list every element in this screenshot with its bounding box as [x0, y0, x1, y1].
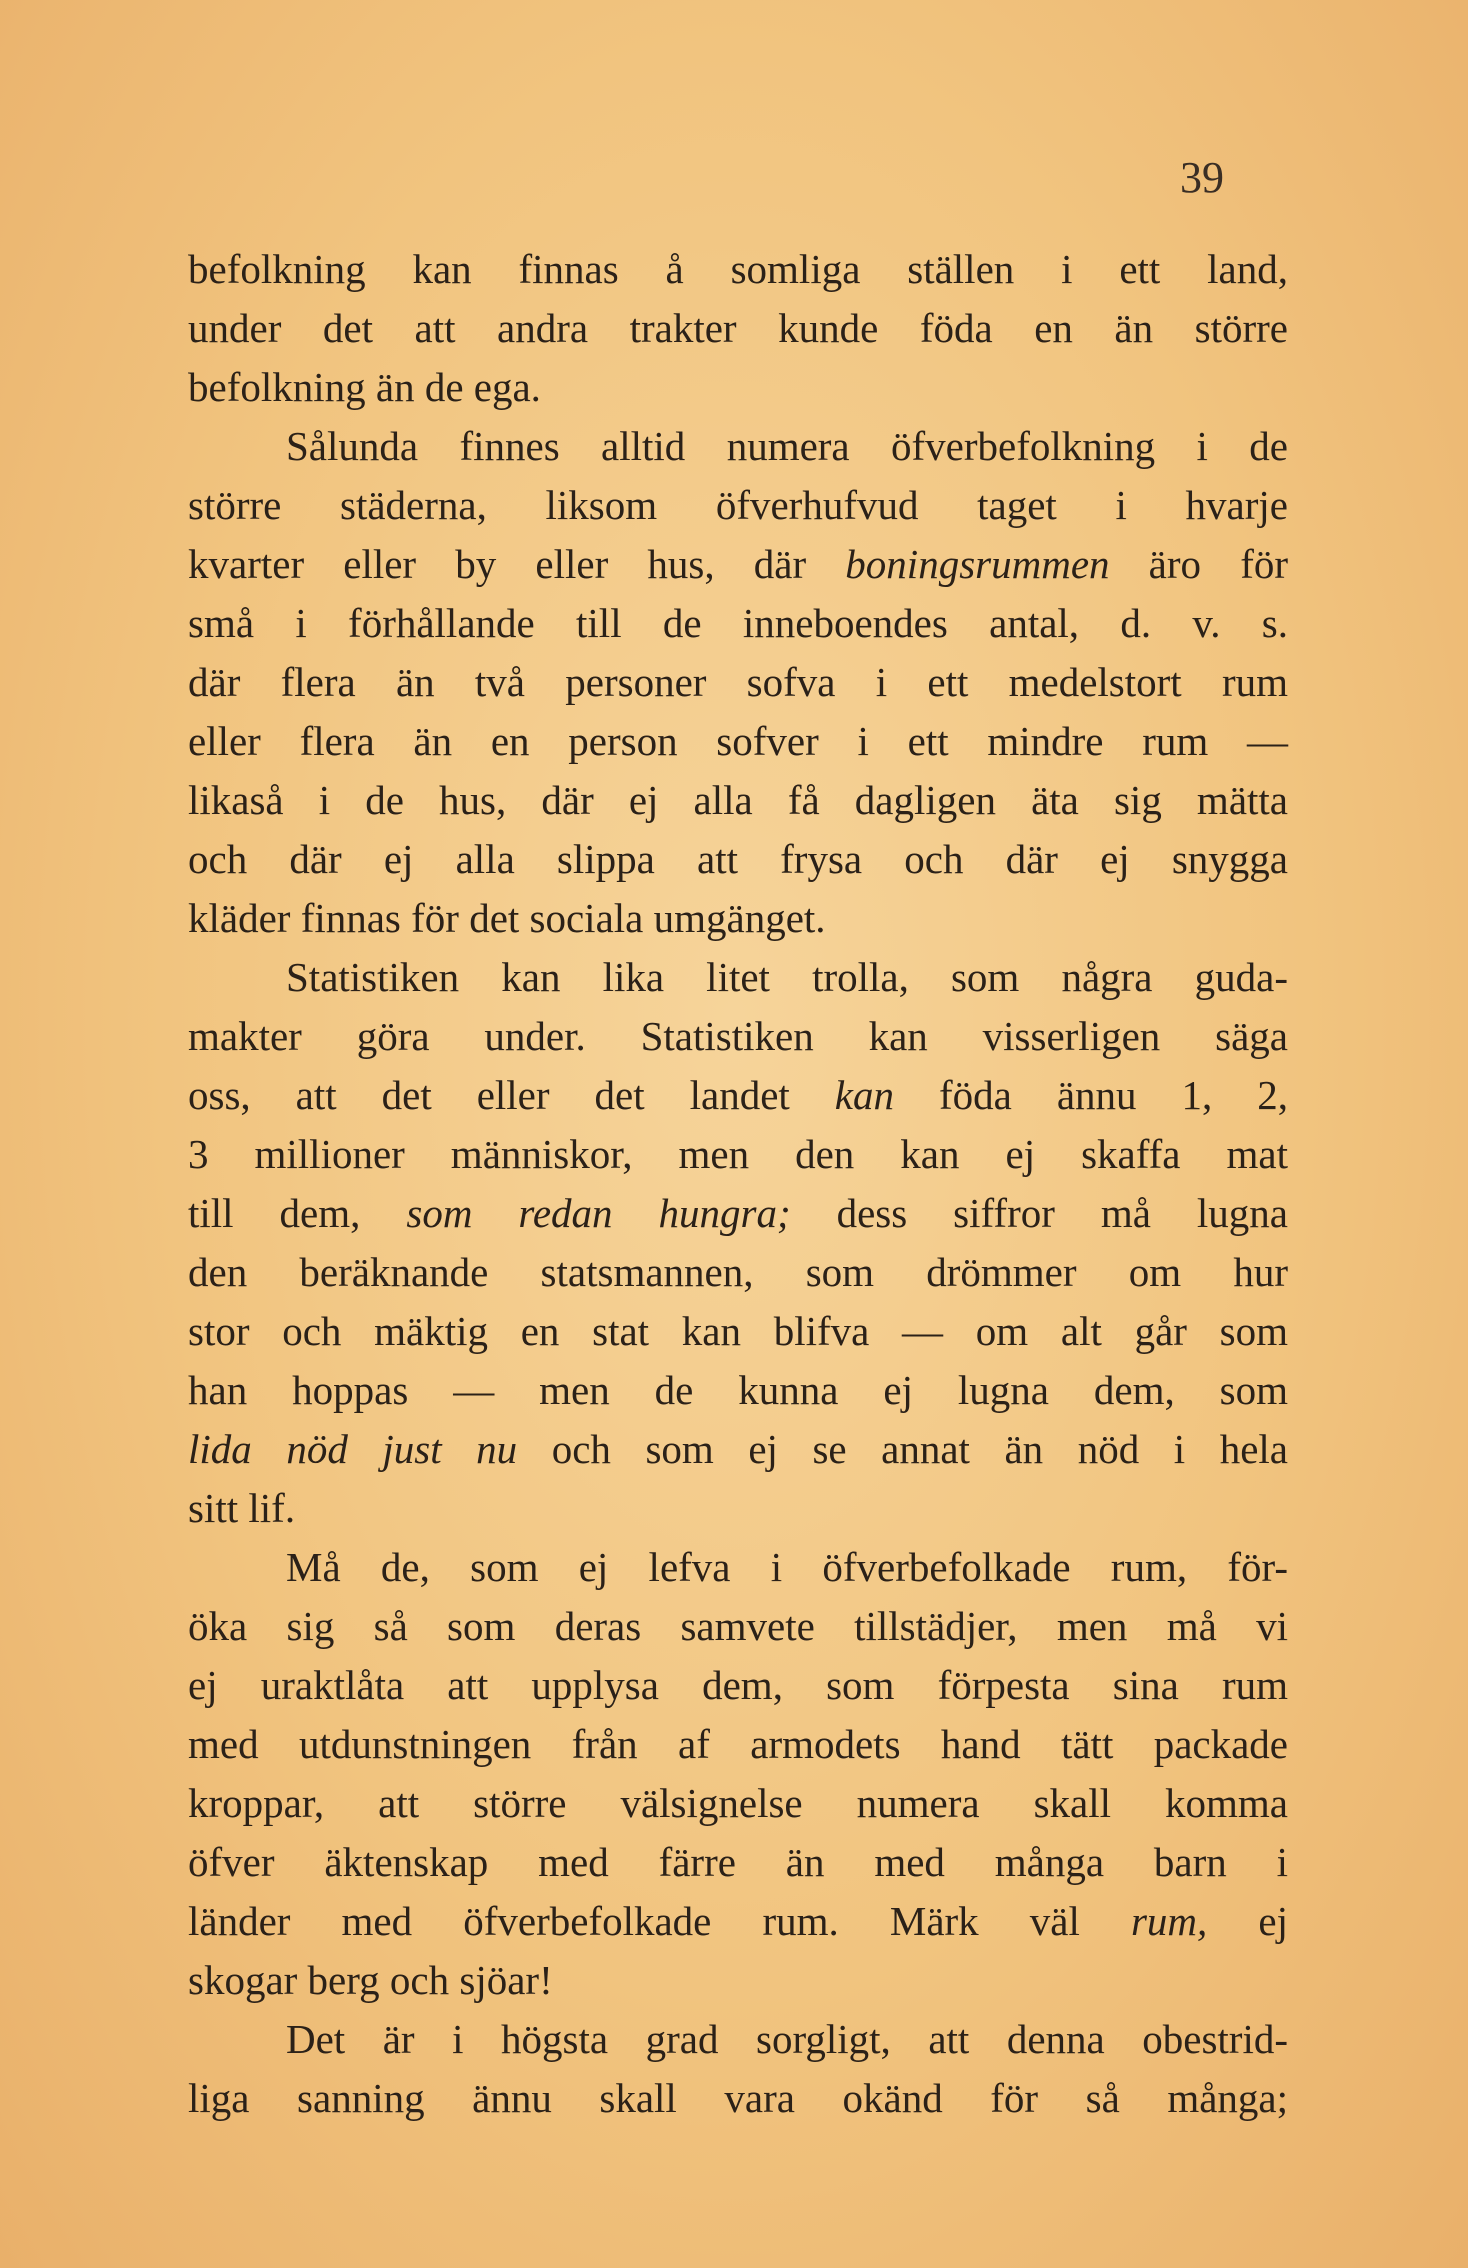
text-run: oss, att det eller det landet	[188, 1072, 835, 1118]
italic-text: rum,	[1130, 1898, 1208, 1944]
text-line: kroppar, att större välsignelse numera skall komma	[188, 1780, 1288, 1826]
text-line	[188, 1420, 1288, 1479]
text-line	[188, 535, 1288, 594]
text-line	[188, 1184, 1288, 1243]
text-line: där flera än två personer sofva i ett medelstort rum	[188, 659, 1288, 705]
text-line: sitt lif.	[188, 1485, 296, 1531]
text-line: 3 millioner människor, men den kan ej skaffa mat	[188, 1131, 1288, 1177]
text-run: till dem,	[188, 1190, 407, 1236]
italic-text: som redan hungra;	[406, 1190, 791, 1236]
text-run: äro för	[1109, 541, 1288, 587]
text-line	[188, 1892, 1288, 1951]
text-line: liga sanning ännu skall vara okänd för så många;	[188, 2075, 1288, 2121]
page-number: 39	[1180, 153, 1224, 202]
text-line: befolkning än de ega.	[188, 364, 541, 410]
text-line: den beräknande statsmannen, som drömmer om hur	[188, 1249, 1288, 1295]
text-line: och där ej alla slippa att frysa och där ej snygga	[188, 836, 1288, 882]
text-line: större städerna, liksom öfverhufvud taget i hvarje	[188, 482, 1288, 528]
text-line: befolkning kan finnas å somliga ställen i ett land,	[188, 246, 1288, 292]
text-run: ej	[1207, 1898, 1288, 1944]
text-run: dess siffror må lugna	[790, 1190, 1288, 1236]
text-line: stor och mäktig en stat kan blifva — om alt går som	[188, 1308, 1288, 1354]
text-run: kvarter eller by eller hus, där	[188, 541, 846, 587]
text-line: Sålunda finnes alltid numera öfverbefolkning i de	[286, 423, 1288, 469]
text-line: med utdunstningen från af armodets hand tätt packade	[188, 1721, 1288, 1767]
text-line: Det är i högsta grad sorgligt, att denna obestrid-	[286, 2016, 1288, 2062]
text-line: makter göra under. Statistiken kan visserligen säga	[188, 1013, 1288, 1059]
text-run: och som ej se annat än nöd i hela	[517, 1426, 1288, 1472]
text-line: ej uraktlåta att upplysa dem, som förpesta sina rum	[188, 1662, 1288, 1708]
text-line	[188, 1066, 1288, 1125]
text-line: öfver äktenskap med färre än med många barn i	[188, 1839, 1288, 1885]
italic-text: kan	[834, 1072, 894, 1118]
text-line: kläder finnas för det sociala umgänget.	[188, 895, 826, 941]
text-line: Statistiken kan lika litet trolla, som några guda-	[286, 954, 1288, 1000]
text-line: små i förhållande till de inneboendes antal, d. v. s.	[188, 600, 1288, 646]
text-line: likaså i de hus, där ej alla få dagligen äta sig mätta	[188, 777, 1288, 823]
text-line: öka sig så som deras samvete tillstädjer, men må vi	[188, 1603, 1288, 1649]
text-line: skogar berg och sjöar!	[188, 1957, 553, 2003]
text-run: föda ännu 1, 2,	[893, 1072, 1288, 1118]
italic-text: lida nöd just nu	[188, 1426, 518, 1472]
body-text	[188, 240, 1288, 2128]
text-line: han hoppas — men de kunna ej lugna dem, som	[188, 1367, 1288, 1413]
text-run: länder med öfverbefolkade rum. Märk väl	[188, 1898, 1131, 1944]
italic-text: boningsrummen	[845, 541, 1110, 587]
text-line: eller flera än en person sofver i ett mindre rum —	[188, 718, 1288, 764]
text-line: under det att andra trakter kunde föda en än större	[188, 305, 1288, 351]
text-line: Må de, som ej lefva i öfverbefolkade rum, för-	[286, 1544, 1288, 1590]
